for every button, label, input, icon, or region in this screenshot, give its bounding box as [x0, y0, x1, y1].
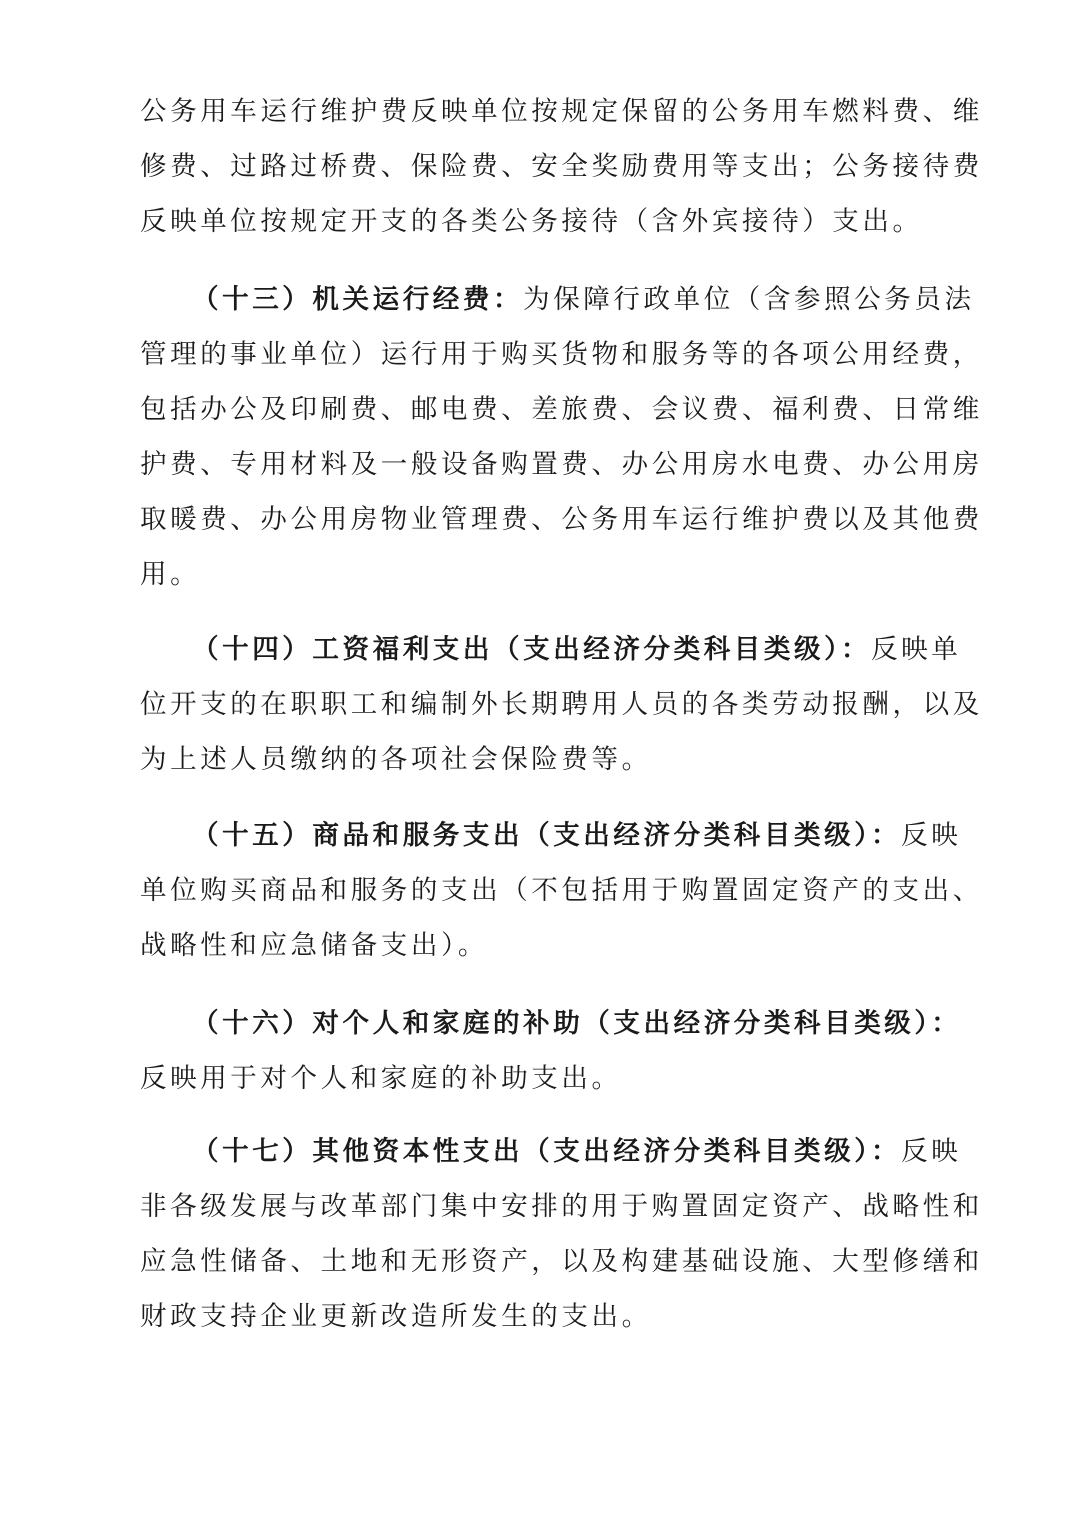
paragraph-line: 管理的事业单位）运行用于购买货物和服务等的各项公用经费， [140, 339, 983, 370]
paragraph-line: 反映 [901, 1136, 962, 1167]
paragraph-line: 包括办公及印刷费、邮电费、差旅费、会议费、福利费、日常维 [140, 394, 983, 425]
paragraph-item-14 [140, 622, 983, 787]
paragraph-line: 反映 [901, 820, 962, 851]
paragraph-line: 反映用于对个人和家庭的补助支出。 [140, 1063, 622, 1094]
paragraph-line: 单位购买商品和服务的支出（不包括用于购置固定资产的支出、 [140, 875, 983, 906]
paragraph-item-15 [140, 808, 983, 973]
item-heading: （十五）商品和服务支出（支出经济分类科目类级）： [192, 820, 902, 851]
paragraph-first-line [140, 272, 975, 327]
paragraph-line: 取暖费、办公用房物业管理费、公务用车运行维护费以及其他费 [140, 504, 983, 535]
paragraph-item-16 [140, 996, 962, 1106]
paragraph-line: 反映单位按规定开支的各类公务接待（含外宾接待）支出。 [140, 206, 923, 237]
paragraph-line: 财政支持企业更新改造所发生的支出。 [140, 1301, 652, 1332]
item-heading: （十六）对个人和家庭的补助（支出经济分类科目类级）： [192, 1008, 962, 1039]
paragraph-line: 护费、专用材料及一般设备购置费、办公用房水电费、办公用房 [140, 449, 983, 480]
paragraph-first-line [140, 808, 962, 863]
item-heading: （十七）其他资本性支出（支出经济分类科目类级）： [192, 1136, 902, 1167]
item-heading: （十四）工资福利支出（支出经济分类科目类级）： [192, 634, 872, 665]
paragraph-first-line [140, 1124, 962, 1179]
paragraph-line: 修费、过路过桥费、保险费、安全奖励费用等支出；公务接待费 [140, 151, 983, 182]
paragraph-line: 为上述人员缴纳的各项社会保险费等。 [140, 744, 652, 775]
paragraph-line: 公务用车运行维护费反映单位按规定保留的公务用车燃料费、维 [140, 96, 983, 127]
paragraph-item-13 [140, 272, 983, 602]
item-heading: （十三）机关运行经费： [192, 284, 524, 315]
paragraph-vehicle-reception [140, 84, 983, 249]
paragraph-line: 应急性储备、土地和无形资产，以及构建基础设施、大型修缮和 [140, 1246, 983, 1277]
paragraph-line: 战略性和应急储备支出）。 [140, 930, 488, 961]
paragraph-line: 反映单 [871, 634, 962, 665]
paragraph-line: 用。 [140, 559, 201, 590]
paragraph-line: 非各级发展与改革部门集中安排的用于购置固定资产、战略性和 [140, 1191, 983, 1222]
paragraph-line: 位开支的在职职工和编制外长期聘用人员的各类劳动报酬，以及 [140, 689, 983, 720]
paragraph-line: 为保障行政单位（含参照公务员法 [523, 284, 975, 315]
paragraph-item-17 [140, 1124, 983, 1344]
paragraph-first-line [140, 996, 962, 1051]
paragraph-first-line [140, 622, 962, 677]
